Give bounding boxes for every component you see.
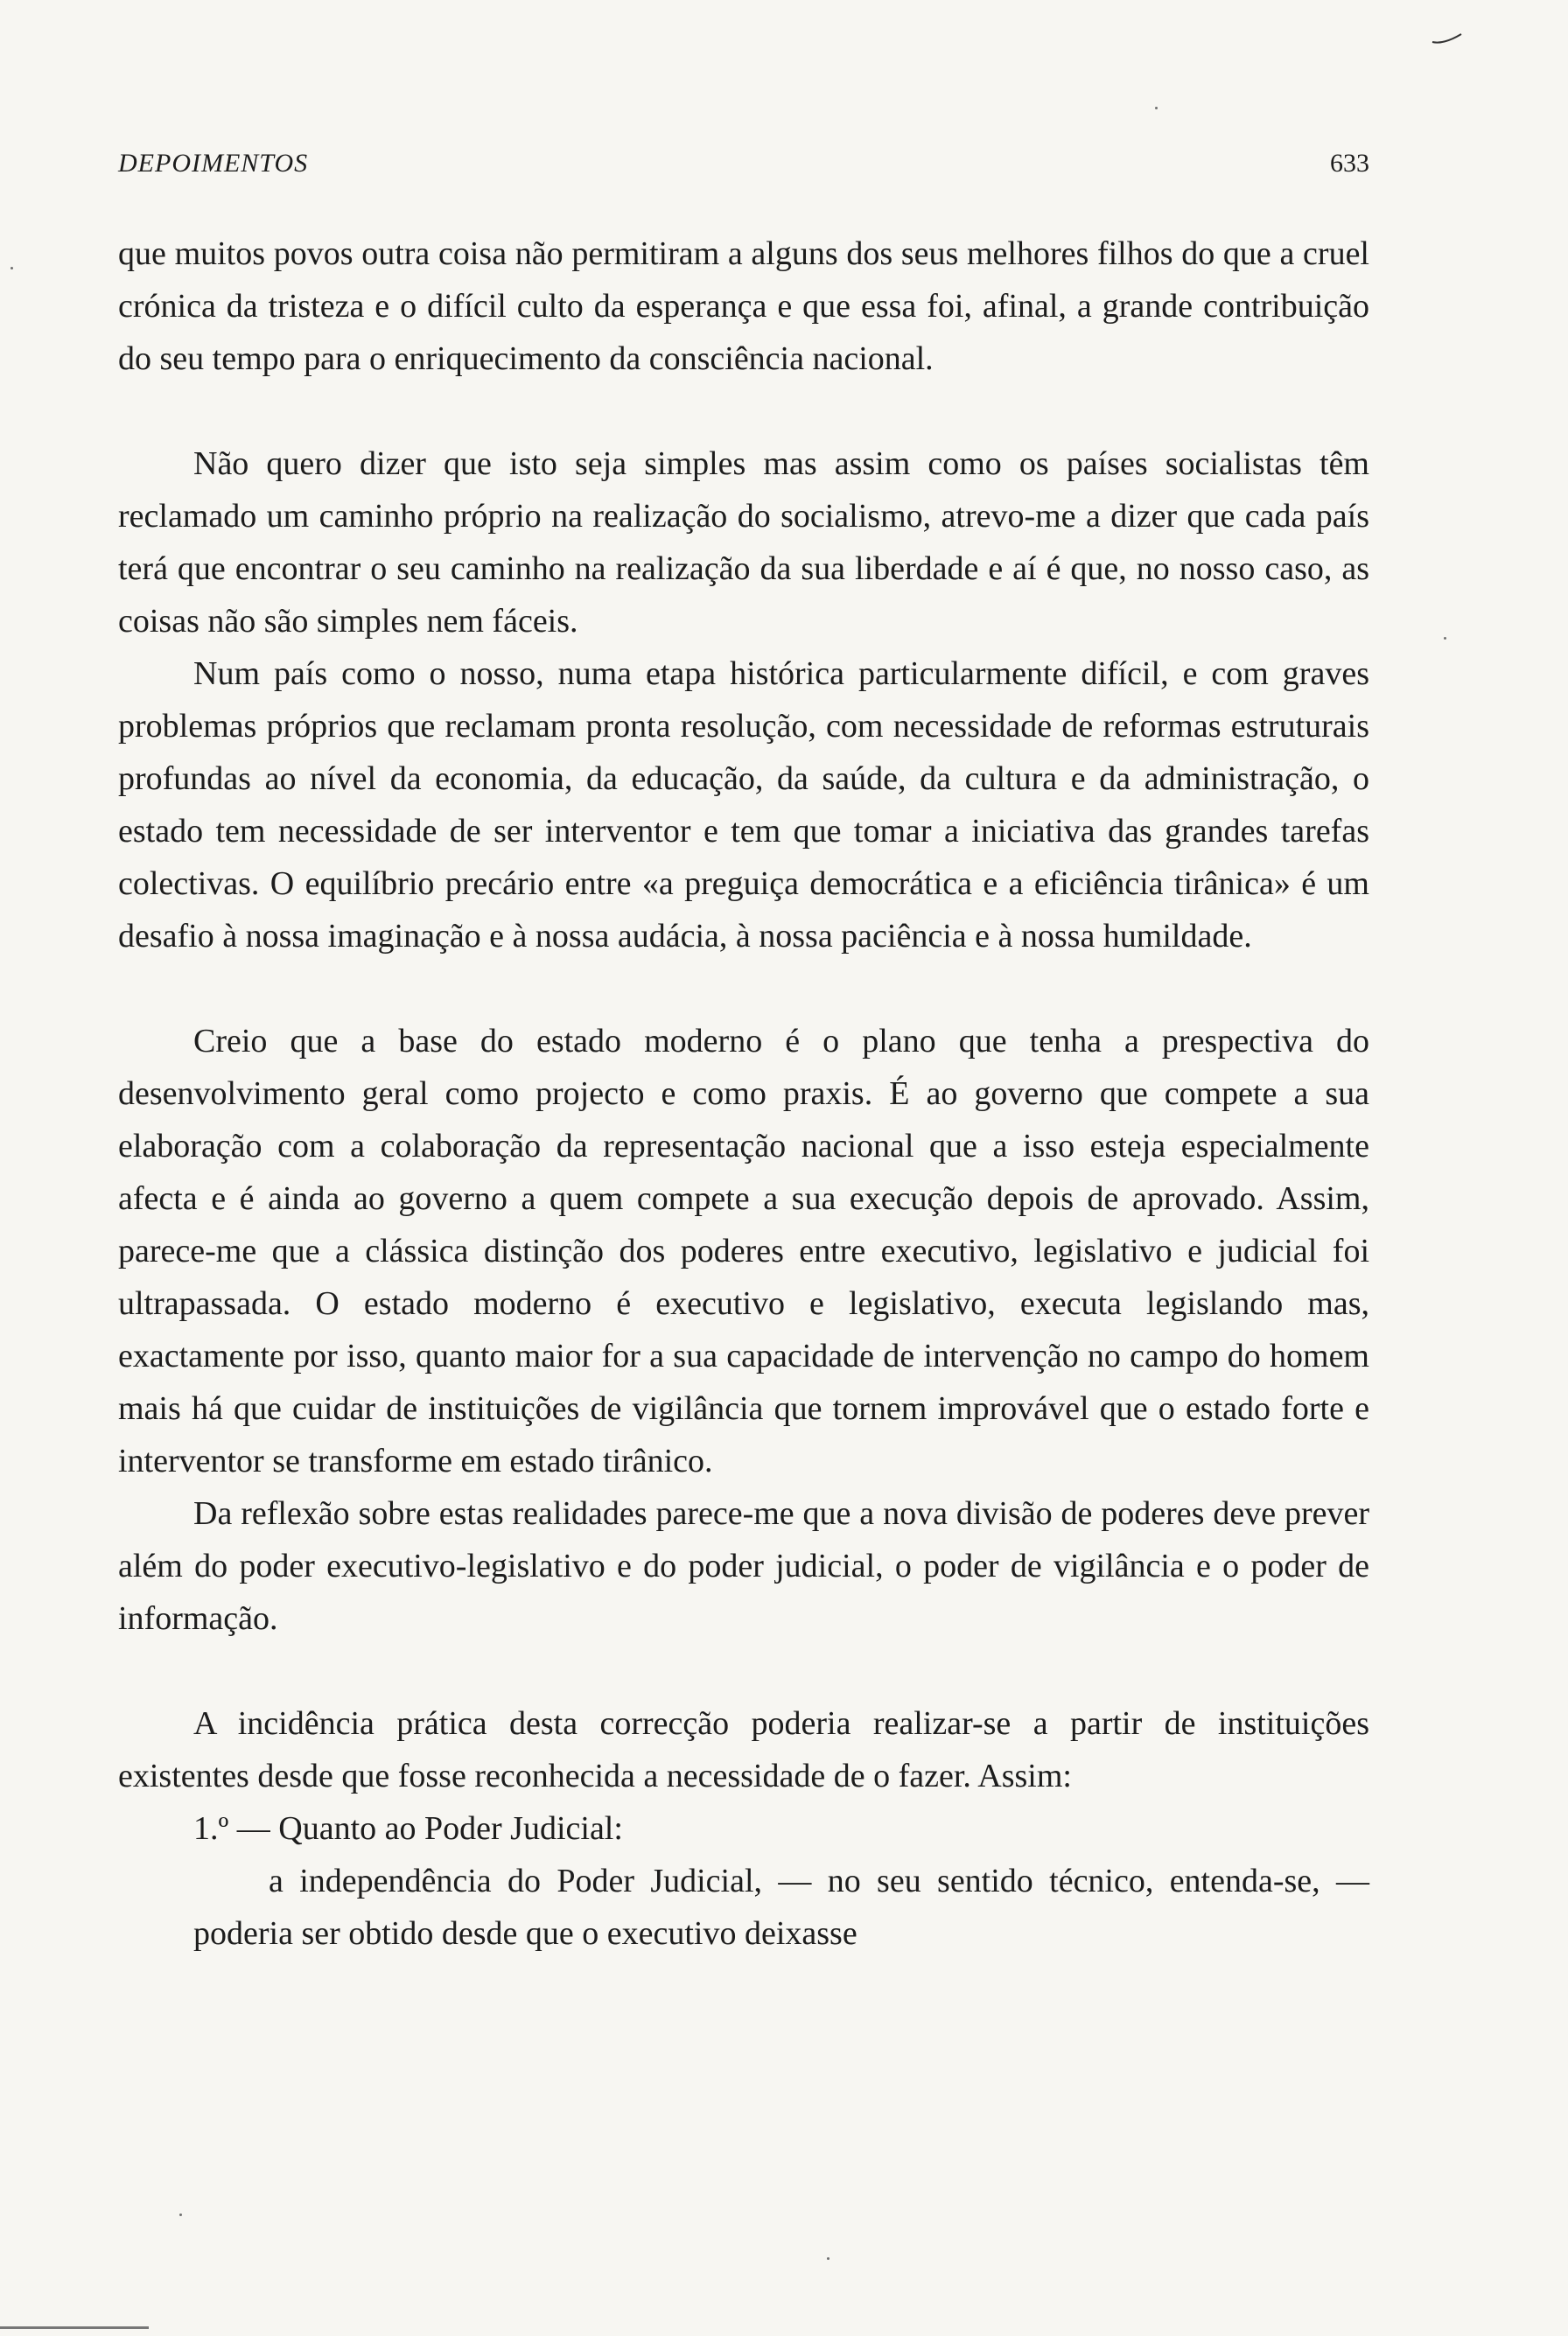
scan-speck xyxy=(1444,637,1446,640)
paragraph-modern-state: Creio que a base do estado moderno é o plano que tenha a prespectiva do desenvolvimento geral como projecto e como praxis. É ao governo que compete a sua elaboração com a colaboração da representação nacional que a isso esteja especialmente afecta e é ainda ao governo a quem compete a sua execução depois de aprovado. Assim, parece-me que a clássica distinção dos poderes entre executivo, legislativo e judicial foi ultrapassada. O estado moderno é executivo e legislativo, executa legislando mas, exactamente por isso, quanto maior for a sua capacidade de intervenção no campo do homem mais há que cuidar de instituições de vigilância que tornem improvável que o estado forte e interventor se transforme em estado tirânico. xyxy=(118,1023,1369,1479)
paragraph-division-of-powers: Da reflexão sobre estas realidades parece-me que a nova divisão de poderes deve prever além do poder executivo-legislativo e do poder judicial, o poder de vigilância e o poder de informação. xyxy=(118,1495,1369,1637)
page-number: 633 xyxy=(1330,149,1369,178)
scan-speck xyxy=(10,267,13,269)
page-content xyxy=(118,149,1369,1960)
running-title: DEPOIMENTOS xyxy=(118,149,309,178)
paragraph-socialist-paths: Não quero dizer que isto seja simples mas assim como os países socialistas têm reclamado um caminho próprio na realização do socialismo, atrevo-me a dizer que cada país terá que encontrar o seu caminho na realização da sua liberdade e aí é que, no nosso caso, as coisas não são simples nem fáceis. xyxy=(118,445,1369,640)
scan-edge-mark xyxy=(0,2326,149,2329)
running-head xyxy=(118,149,1369,184)
scan-speck xyxy=(179,2214,182,2216)
pencil-tick-mark xyxy=(1432,33,1463,45)
list-item-heading: 1.º — Quanto ao Poder Judicial: xyxy=(193,1810,623,1847)
paragraph-practical-incidence: A incidência prática desta correcção poderia realizar-se a partir de instituições existentes desde que fosse reconhecida a necessidade de o fazer. Assim: xyxy=(118,1705,1369,1794)
list-item-body: a independência do Poder Judicial, — no seu sentido técnico, entenda-se, — poderia ser obtido desde que o executivo deixasse xyxy=(193,1863,1369,1952)
paragraph-continuation: que muitos povos outra coisa não permitiram a alguns dos seus melhores filhos do que a cruel crónica da tristeza e o difícil culto da esperança e que essa foi, afinal, a grande contribuição do seu tempo para o enriquecimento da consciência nacional. xyxy=(118,235,1369,377)
paragraph-interventor-state: Num país como o nosso, numa etapa histórica particularmente difícil, e com graves problemas próprios que reclamam pronta resolução, com necessidade de reformas estruturais profundas ao nível da economia, da educação, da saúde, da cultura e da administração, o estado tem necessidade de ser interventor e tem que tomar a iniciativa das grandes tarefas colectivas. O equilíbrio precário entre «a preguiça democrática e a eficiência tirânica» é um desafio à nossa imaginação e à nossa audácia, à nossa paciência e à nossa humildade. xyxy=(118,655,1369,955)
scan-speck xyxy=(827,2257,830,2260)
scan-speck xyxy=(1155,107,1158,109)
